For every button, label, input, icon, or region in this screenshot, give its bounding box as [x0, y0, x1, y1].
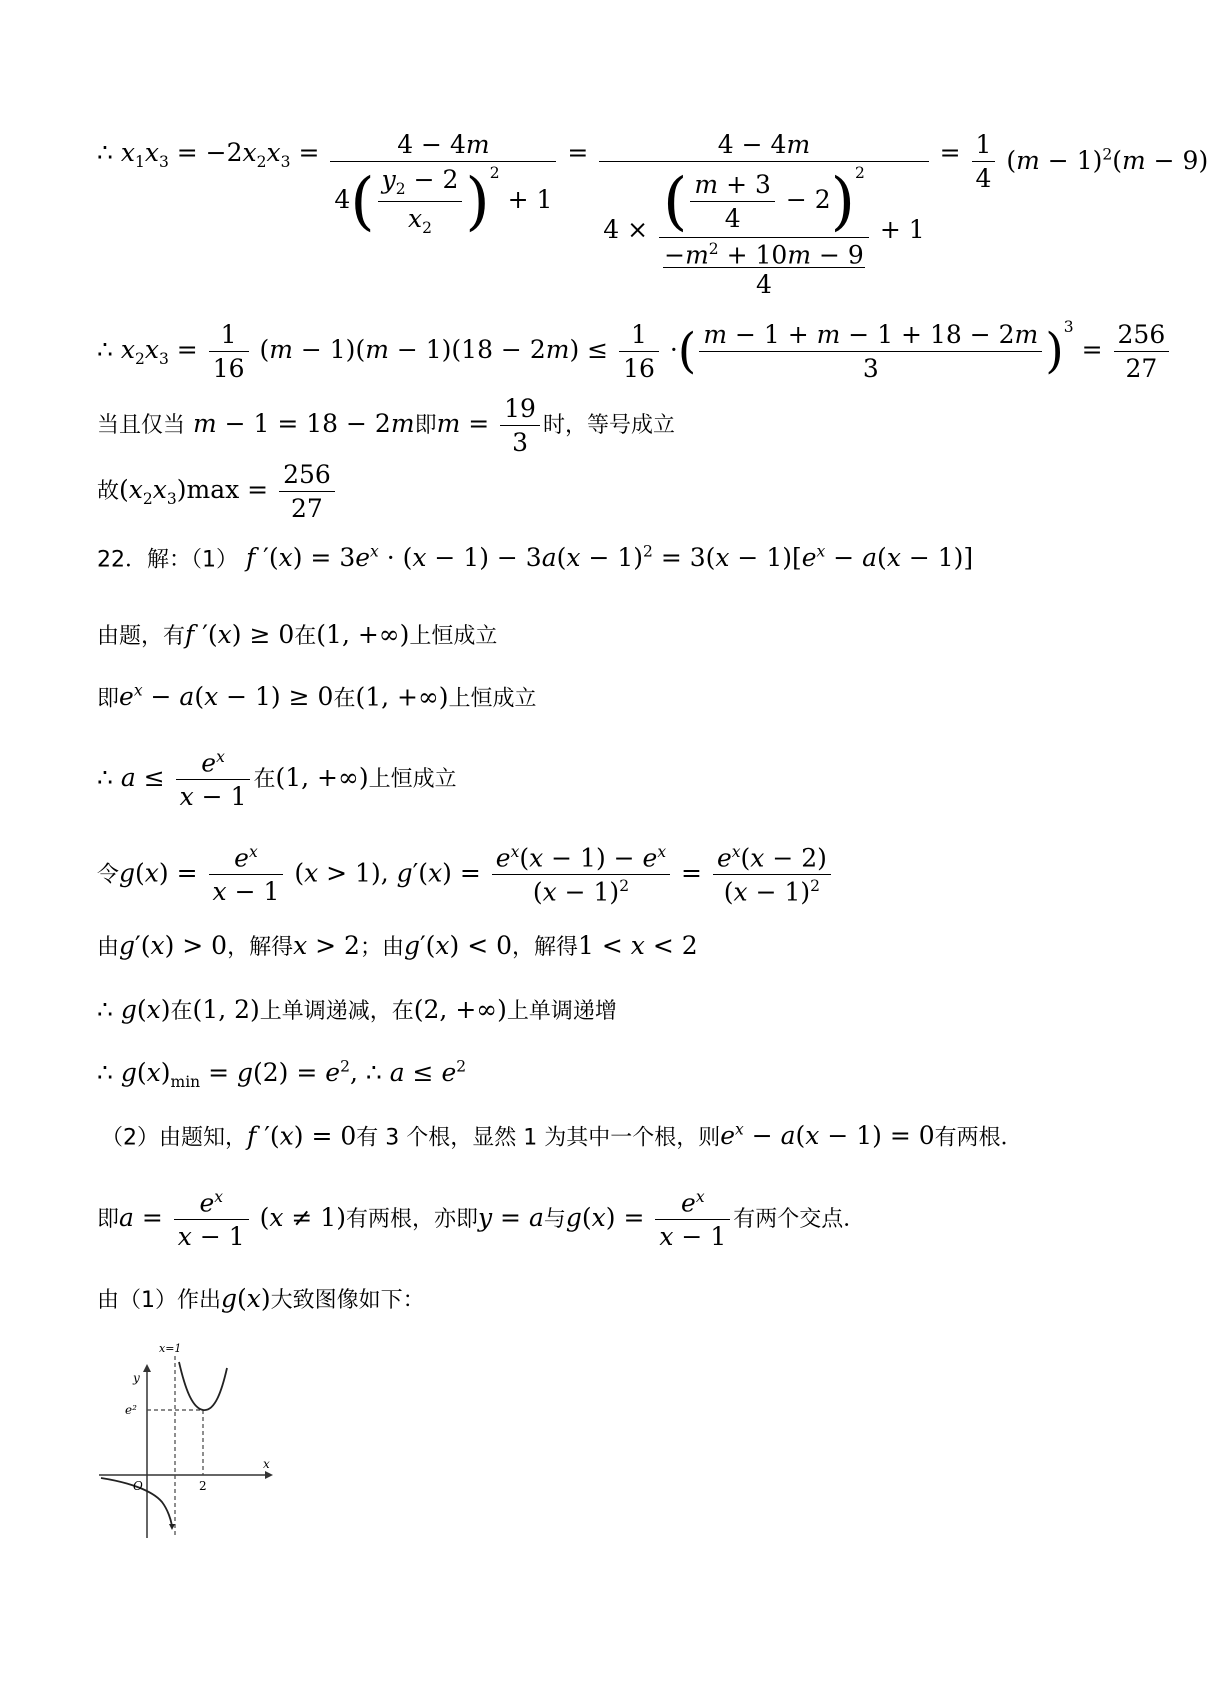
label-origin: O [133, 1479, 143, 1493]
label-y: y [133, 1371, 140, 1385]
part2-statement: （2）由题知，f ′(x) = 0有 3 个根，显然 1 为其中一个根，则$e^x - a(x - 1) = 0$有两根． [101, 1121, 1023, 1151]
function-graph [97, 1340, 277, 1540]
curve-end-arrow [169, 1524, 175, 1530]
curve-right-branch [179, 1362, 227, 1410]
equation-x2x3-inequality: ∴ $x_2x_3$ = $\frac{1}{16}$ (m − 1)(m − 1)(18 − 2m) ≤ $\frac{1}{16}$ ·( $\frac{m - 1 + m - 1 + 18 - 2m}{3}$ )$^3$ = $\frac{256}{27}$ [97, 320, 1172, 381]
label-asymptote: x=1 [159, 1342, 182, 1355]
sign-analysis: 由g′(x) > 0，解得x > 2；由g′(x) < 0，解得1 < x < 2 [97, 931, 698, 960]
equation-x1x3: ∴ $x_1x_3 = -2x_2x_3$ = 4 − 4m 4( $\frac{y_2 - 2}{x_2}$ )$^2$ + 1 = 4 − 4m 4 × ( $\frac{m + 3}{4}$ − 2)$^2$ $-m^2 + 10m - 9$ 4 + 1 = $\frac{1}{4}$ $(m - 1)^2(m - 9)$ [97, 130, 1208, 300]
monotonicity: ∴ g(x)在(1, 2)上单调递减，在(2, +∞)上单调递增 [97, 995, 617, 1024]
y-axis-arrow [143, 1364, 151, 1372]
q22-derivative: 22．解：（1） f $'(x) = 3e^x \cdot (x - 1) - 3a(x - 1)^2 = 3(x - 1)[e^x - a(x - 1)]$ [97, 543, 974, 573]
condition-ex: 即$e^x - a(x - 1) \ge 0$在(1, +∞)上恒成立 [97, 682, 537, 712]
equality-condition: 当且仅当 m − 1 = 18 − 2m即m = $\frac{19}{3}$ 时，等号成立 [97, 394, 675, 457]
part2-intersections: 即a = $\frac{e^x}{x - 1}$ (x ≠ 1)有两根，亦即y = a与g(x) = $\frac{e^x}{x - 1}$ 有两个交点． [97, 1188, 866, 1252]
condition-a: ∴ a ≤ $\frac{e^x}{x - 1}$ 在(1, +∞)上恒成立 [97, 748, 457, 812]
label-x: x [263, 1457, 270, 1471]
label-2: 2 [199, 1479, 207, 1493]
x-axis-arrow [265, 1471, 273, 1479]
condition-fprime: 由题，有f ′(x) ≥ 0在(1, +∞)上恒成立 [97, 620, 498, 649]
sketch-intro: 由（1）作出g(x)大致图像如下： [97, 1284, 425, 1313]
label-e2: e² [125, 1403, 137, 1417]
g-min: ∴ $g(x)_{min} = g(2) = e^2$, ∴ $a \le e^2$ [97, 1058, 467, 1092]
define-g: 令g(x) = $\frac{e^x}{x - 1}$ (x > 1), g′(x) = $\frac{e^x(x - 1) - e^x}{(x - 1)^2}$ = $\frac{e^x(x - 2)}{(x - 1)^2}$ [97, 845, 834, 905]
max-result: 故$(x_2x_3)\max$ = $\frac{256}{27}$ [97, 462, 338, 521]
